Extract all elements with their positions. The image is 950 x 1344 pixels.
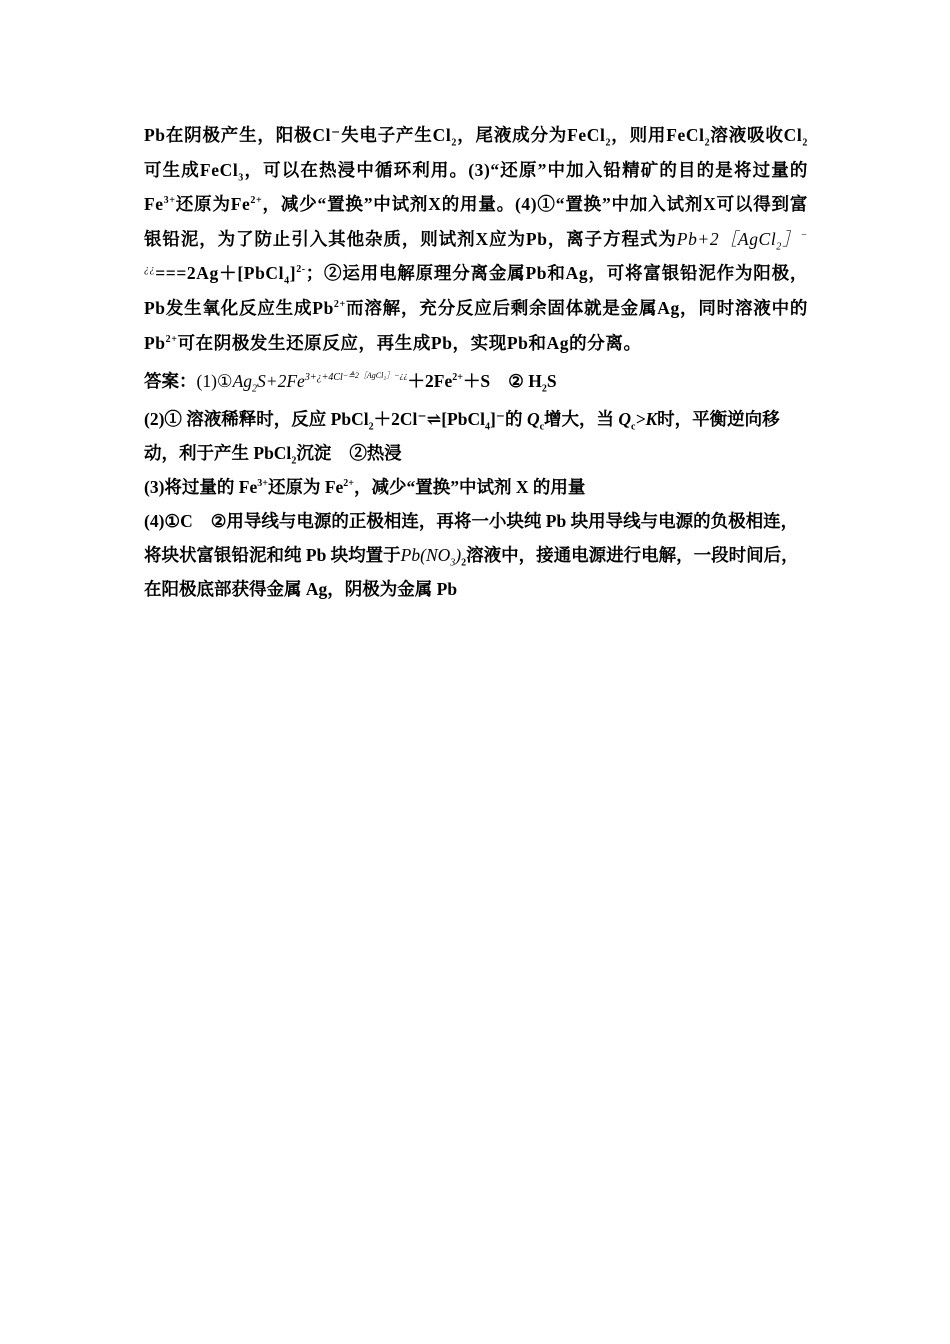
superscript: 3+¿+4Cl [304,372,343,384]
answer-line-3 [144,470,808,504]
symbol-q: Q [526,409,540,430]
subscript: 4 [284,275,290,287]
superscript: −¿¿ [144,229,809,276]
equation-text: ) [455,545,462,566]
superscript: 2+ [333,299,346,311]
text-run: 可生成FeCl [144,159,239,180]
text-run: Pb在阴极产生，阳极Cl⁻失电子产生Cl [144,125,452,145]
answer-label: 答案： [144,371,197,392]
symbol-k: K [645,409,658,430]
text-run: 可在阴极发生还原反应，再生成Pb，实现Pb和Ag的分离。 [177,332,642,353]
superscript: 3+ [257,478,268,490]
equation-text: Pb(NO [400,545,451,566]
subscript: 3 [238,172,244,184]
symbol-gt: > [635,409,646,430]
subscript: 4 [484,421,490,433]
subscript: 3 [450,557,456,569]
answer-line-1 [144,364,808,402]
subscript: 2 [802,137,808,149]
text-run: 而溶解，充分反应后剩余固体就是金属Ag，同时溶液中的Pb [144,297,808,353]
text-run: ，则用FeCl [611,125,705,145]
subscript: 2 [252,383,258,395]
text-run: ]⁻的 [489,409,527,430]
superscript: 2+ [250,195,263,207]
superscript: 2+ [452,372,463,384]
equation-text: ］ [781,228,801,249]
text-run: 增大，当 [544,409,619,430]
text-run: ② H [508,371,542,392]
formula-pb-no3 [400,545,462,569]
text-run: ，尾液成分为FeCl [456,125,606,145]
text-run: 溶液中，接通电源进行电解，一段时间后，在阳极底部获得金属 Ag，阴极为金属 Pb [144,545,799,600]
text-run: (3)将过量的 Fe [144,477,258,498]
superscript: 2+ [343,478,354,490]
symbol-q: Q [618,409,632,430]
superscript: 2- [296,264,306,276]
explanation-paragraph [144,118,808,360]
subscript: 2 [451,137,457,149]
equation-tiny-text: −≜2［AgCl₂］−¿¿ [342,371,408,381]
equation-text: Pb+2［AgCl [676,228,777,249]
text-run: 还原为 Fe [267,477,344,498]
superscript: 3+ [163,195,176,207]
text-run: ，减少“置换”中试剂X的用量。(4)①“置换”中加入试剂X可以得到富银铅泥，为了防止引入其他杂质，则试剂X应为Pb，离子方程式为 [144,194,808,249]
answer-1-equation [232,371,408,395]
document-page [144,118,808,606]
text-run: ＋S [462,371,491,392]
text-run: ] [289,263,297,284]
subscript: 2 [461,557,467,569]
text-run: (2)① 溶液稀释时，反应 PbCl [144,409,369,430]
subscript: 2 [704,137,711,149]
subscript: 2 [776,241,782,253]
text-run: (4)①C [144,511,193,532]
subscript: 2 [368,421,374,433]
text-run: ===2Ag＋[PbCl [155,263,285,284]
equation-text: S+2Fe [257,371,305,392]
text-run: 沉淀 [296,443,332,464]
subscript: 2 [541,383,547,395]
text-run: ＋2Cl⁻⇌[PbCl [373,409,485,430]
text-run: ，可以在热浸中循环利用。(3)“还原”中加入铅精矿的目的是将过量的Fe [144,159,808,215]
text-run: 时，平衡逆向移动，利于产生 PbCl [144,409,780,464]
text-run: ②热浸 [349,443,402,464]
answer-section [144,364,808,606]
equation-text: Ag [232,371,253,392]
answer-line-2 [144,402,808,470]
text-run: 还原为Fe [175,194,251,215]
subscript: 2 [291,455,297,467]
superscript: 2+ [165,333,178,345]
subscript: 2 [605,137,612,149]
text-run: ＋2Fe [407,371,453,392]
answer-1-prefix: (1)① [196,371,233,392]
text-run: S [546,371,557,392]
text-run: ，减少“置换”中试剂 X 的用量 [354,477,586,498]
subscript: c [631,421,636,433]
subscript: c [539,421,545,433]
answer-line-4 [144,504,808,606]
text-run: ；②运用电解原理分离金属Pb和Ag，可将富银铅泥作为阳极，Pb发生氧化反应生成Pb [144,263,808,318]
text-run: 溶液吸收Cl [710,125,803,145]
text-run: ②用导线与电源的正极相连，再将一小块纯 Pb 块用导线与电源的负极相连，将块状富银铅泥和纯 Pb 块均置于 [144,511,799,566]
